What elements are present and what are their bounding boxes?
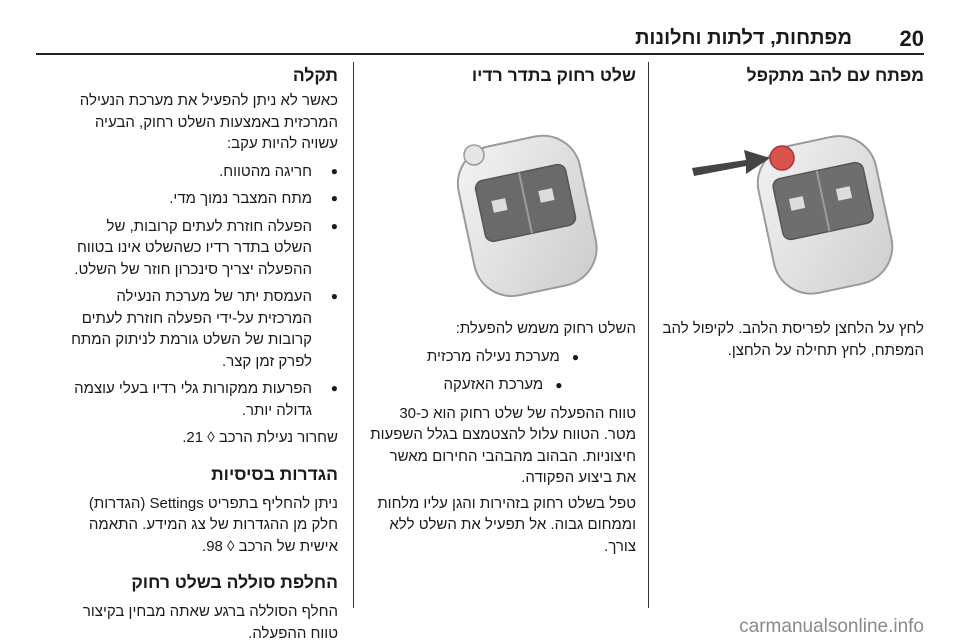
column-divider: [353, 62, 354, 608]
settings-text: ניתן להחליף בתפריט Settings (הגדרות) חלק מן ההגדרות של צג המידע. התאמה אישית של הרכב ◊ 98.: [88, 494, 338, 555]
list-item: ● מערכת האזעקה: [370, 374, 636, 397]
section-title: תקלה: [292, 65, 338, 85]
header-rule: [36, 53, 924, 55]
arrow-icon: [692, 150, 770, 176]
cross-reference: שחרור נעילת הרכב ◊ 21.: [182, 429, 338, 446]
fault-cause-list: [70, 161, 338, 422]
running-title: מפתחות, דלתות וחלונות: [635, 27, 852, 49]
page-number: 20: [899, 26, 924, 51]
care-paragraph: טפל בשלט רחוק בזהירות והגן עליו מלחות וממחום גבוה. אל תפעיל את השלט ללא צורך.: [377, 494, 636, 555]
list-item: ● מערכת נעילה מרכזית: [370, 346, 636, 369]
section-title: מפתח עם להב מתקפל: [746, 65, 924, 85]
folding-key-figure: [674, 100, 924, 300]
folding-key-with-button-illustration: [674, 100, 924, 300]
section-title: שלט רחוק בתדר רדיו: [471, 65, 636, 85]
section-fault: [70, 62, 338, 642]
watermark: carmanualsonline.info: [739, 616, 924, 637]
radio-remote-figure: [386, 100, 636, 300]
list-item: ● הפעלה חוזרת לעתים קרובות, של השלט בתדר רדיו כשהשלט אינו בטווח ההפעלה יצריך סינכרון חוזר של השלט.: [70, 216, 338, 281]
radio-remote-key-illustration: [386, 100, 636, 300]
section-intro: השלט רחוק משמש להפעלת:: [455, 320, 636, 337]
page-header: [0, 0, 960, 56]
section-folding-key: [660, 62, 924, 361]
list-item: ● הפרעות ממקורות גלי רדיו בעלי עוצמה גדולה יותר.: [70, 378, 338, 421]
section-radio-remote: [370, 62, 636, 557]
section-intro: כאשר לא ניתן להפעיל את מערכת הנעילה המרכזית באמצעות השלט רחוק, הבעיה עשויה להיות עקב:: [79, 92, 338, 152]
list-item: ● העמסת יתר של מערכת הנעילה המרכזית על-ידי הפעלה חוזרת לעתים קרובות של השלט גורמת לניתוק המתח לפרק זמן קצר.: [70, 286, 338, 372]
battery-text: החלף הסוללה ברגע שאתה מבחין בקיצור טווח ההפעלה.: [82, 603, 338, 642]
column-divider: [648, 62, 649, 608]
feature-list: [370, 346, 636, 397]
list-item: ● חריגה מהטווח.: [70, 161, 338, 183]
range-paragraph: טווח ההפעלה של שלט רחוק הוא כ-30 מטר. הטווח עלול להצטמצם בגלל השפעות חיצוניות. הבהוב מהבהבי החירום מאשר את ביצוע הפקודה.: [370, 404, 636, 486]
list-item: ● מתח המצבר נמוך מדי.: [70, 188, 338, 210]
section-title: החלפת סוללה בשלט רחוק: [131, 572, 338, 592]
section-text: לחץ על הלחצן לפריסת הלהב. לקיפול להב המפתח, לחץ תחילה על הלחצן.: [662, 320, 924, 359]
section-title: הגדרות בסיסיות: [211, 463, 338, 484]
